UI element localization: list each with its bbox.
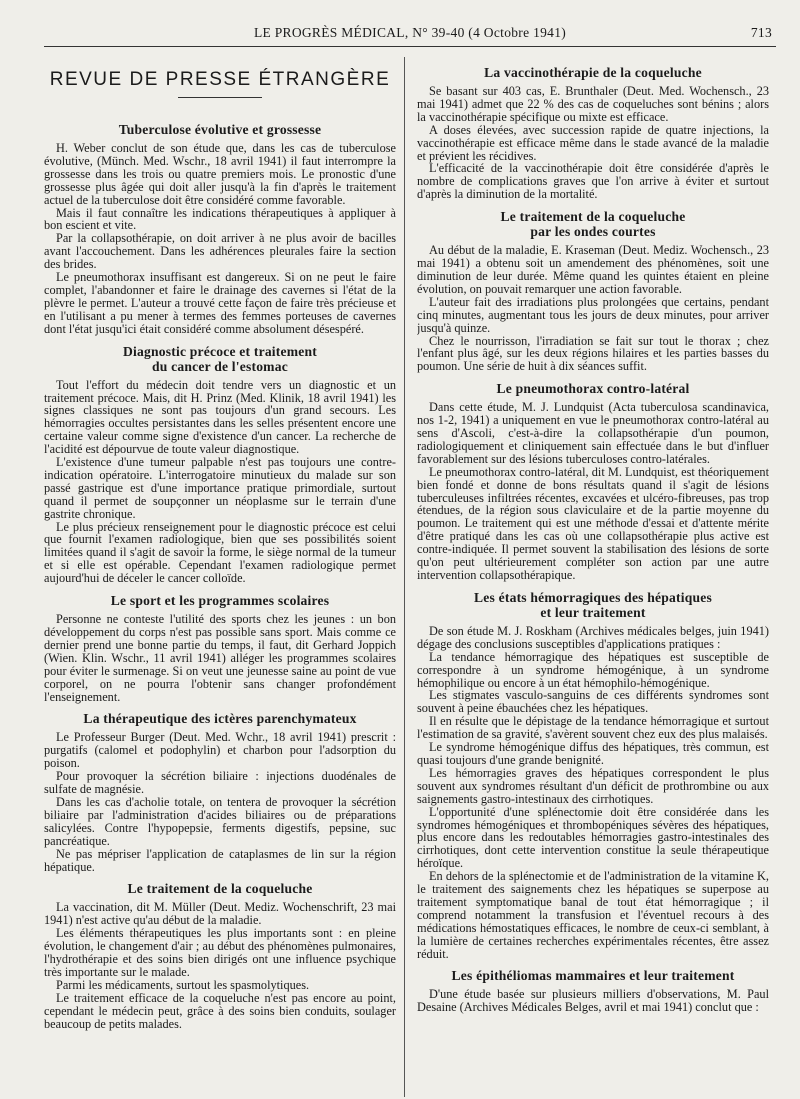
article-section [44, 593, 396, 703]
journal-title: LE PROGRÈS MÉDICAL, N° 39-40 (4 Octobre 1941) [253, 25, 567, 40]
article-heading [44, 881, 396, 896]
paragraph: Tout l'effort du médecin doit tendre vers un diagnostic et un traitement précoce. Mais, dit H. Prinz (Med. Klinik, 18 avril 1941) les signes classiques ne sont pas toujours d'un grand secours. Les hémorragies occultes persistantes dans les selles présentent encore une certaine valeur comme signe d'existence d'un cancer. La recherche de l'acidité est dépourvue de toute valeur diagnostique. [44, 377, 396, 457]
article-section [417, 209, 769, 373]
article-heading [44, 593, 396, 608]
paragraph: Personne ne conteste l'utilité des sports chez les jeunes : un bon développement du corps n'est pas possible sans sport. Mais comme ce dernier prend une bonne partie du temps, il faut, dit Gerhard Joppich (Wien. Klin. Wschr., 11 avril 1941) alléger les programmes scolaires pour éviter le surmenage. Si on veut une jeunesse saine au point de vue corporel, on ne pourra l'obtenir sans changer profondément l'enseignement. [44, 612, 396, 704]
paragraph: La tendance hémorragique des hépatiques est susceptible de correspondre à un syndrome hémogénique, à un syndrome hémophilique ou encore à un état hémophilo-hémogénique. [417, 649, 769, 690]
article-heading [44, 122, 396, 137]
paragraph: L'opportunité d'une splénectomie doit être considérée dans les syndromes hémogéniques et thrombopéniques sévères des hépatiques, plus encore dans les redoutables hémorragies gastro-intestinales des cirrhotiques, dont cette intervention constitue la seule thérapeutique héroïque. [417, 804, 769, 871]
article-section [417, 590, 769, 961]
paragraph: L'existence d'une tumeur palpable n'est pas toujours une contre-indication opératoire. L'interrogatoire minutieux du malade sur son passé gastrique est d'une importance pratique primordiale, surtout quand il permet de soupçonner un néoplasme sur le terrain d'une gastrite chronique. [44, 455, 396, 521]
paragraph: Le syndrome hémogénique diffus des hépatiques, très commun, est quasi toujours d'une grande benignité. [417, 740, 769, 767]
article-section [44, 711, 396, 873]
paragraph: Parmi les médicaments, surtout les spasmolytiques. [56, 977, 310, 992]
paragraph: Les hémorragies graves des hépatiques correspondent le plus souvent aux syndromes résultant d'un déficit de prothrombine ou aux saignements gastro-intestinaux des cirrhotiques. [417, 765, 769, 806]
article-heading [417, 65, 769, 80]
article-section [417, 65, 769, 201]
article-heading-line: Diagnostic précoce et traitement [123, 343, 317, 359]
article-heading [44, 344, 396, 374]
left-column [44, 57, 396, 1097]
article-heading [417, 590, 769, 620]
article-heading-line: Les épithéliomas mammaires et leur traitement [451, 968, 735, 984]
title-rule [178, 97, 262, 98]
article-section [44, 122, 396, 336]
article-heading-line: La thérapeutique des ictères parenchymateux [83, 711, 357, 727]
paragraph: Mais il faut connaître les indications thérapeutiques à appliquer à bon escient et vite. [44, 205, 396, 233]
paragraph: Le plus précieux renseignement pour le diagnostic précoce est celui que fournit l'examen radiologique, bien que ses possibilités soient limitées quand il s'agit de savoir la forme, le siège normal de la tumeur et si elle est opérable. Cependant l'examen radiologique permet aujourd'hui de déceler le cancer colloïde. [44, 519, 396, 586]
article-heading-line: Tuberculose évolutive et grossesse [118, 122, 322, 137]
article-heading-line: Le pneumothorax contro-latéral [496, 381, 690, 397]
paragraph: Le pneumothorax insuffisant est dangereux. Si on ne peut le faire complet, l'abandonner et faire le drainage des cavernes si l'état de la plèvre le permet. L'auteur a trouvé cette façon de faire très précieuse et en l'utilisant a pu mener à termes des femmes porteuses de cavernes dont l'état jusqu'ici était considéré comme absolument désespéré. [44, 270, 396, 336]
paragraph: Ne pas mépriser l'application de cataplasmes de lin sur la région hépatique. [44, 846, 396, 874]
paragraph: Chez le nourrisson, l'irradiation se fait sur tout le thorax ; chez l'enfant plus âgé, sur les deux régions hilaires et les parties basses du poumon. Une série de huit à dix séances suffit. [417, 333, 769, 374]
article-heading-line: La vaccinothérapie de la coqueluche [484, 65, 702, 80]
paragraph: Le Professeur Burger (Deut. Med. Wchr., 18 avril 1941) prescrit : purgatifs (calomel et podophylin) et charbon pour l'adsorption du poison. [44, 730, 396, 771]
paragraph: Les éléments thérapeutiques les plus importants sont : en pleine évolution, le changement d'air ; au début des phénomènes pulmonaires, l'hydrothérapie et des soins bien dirigés ont une influence psychique très importante sur le malade. [44, 926, 396, 979]
article-section [44, 881, 396, 1030]
article-heading [417, 968, 769, 983]
article-section [417, 381, 769, 582]
article-section [44, 344, 396, 586]
paragraph: En dehors de la splénectomie et de l'administration de la vitamine K, le traitement des saignements chez les hépatiques se superpose au traitement symptomatique banal de tout état hémorragique ; il comprend notamment la transfusion et l'éventuel recours à des médications hémostatiques efficaces, le nombre de ceux-ci semblant, à la lumière de certaines recherches expérimentales récentes, être assez réduit. [417, 869, 769, 961]
paragraph: L'auteur fait des irradiations plus prolongées que certains, pendant cinq minutes, augmentant tous les jours de deux minutes, pour arriver jusqu'à quinze. [417, 294, 769, 335]
article-heading [417, 381, 769, 396]
article-section [417, 968, 769, 1014]
paragraph: Dans cette étude, M. J. Lundquist (Acta tuberculosa scandinavica, nos 1-2, 1941) a uniquement en vue le pneumothorax contro-latéral au sens d'Ascoli, c'est-à-dire la collapsothérapie d'un poumon, radiologiquement et cliniquement sain effectuée dans le but d'influer favorablement sur des lésions tuberculoses contro-latérales. [417, 400, 769, 466]
paragraph: Le pneumothorax contro-latéral, dit M. Lundquist, est théoriquement bien fondé et donne de bons résultats quand il s'agit de lésions tuberculeuses infiltrées récentes, excavées et ulcéro-fibreuses, pas trop étendues, de la région sous claviculaire et de la partie moyenne du poumon. Le traitement qui est une méthode d'essai et d'attente mérite d'être pratiqué dans les cas où une collapsothérapie plus active est contre-indiquée. Il permet souvent la stabilisation des lésions de sorte qu'on peut ultérieurement compléter son action par une autre intervention collapsothérapique. [417, 464, 769, 582]
article-heading-line: et leur traitement [540, 604, 646, 620]
paragraph: D'une étude basée sur plusieurs milliers d'observations, M. Paul Desaine (Archives Médicales Belges, avril et mai 1941) conclut que : [417, 987, 769, 1015]
paragraph: Au début de la maladie, E. Kraseman (Deut. Mediz. Wochensch., 23 mai 1941) a obtenu soit un amendement des phénomènes, soit une diminution de leur durée. Même quand les quintes étaient en pleine évolution, on pouvait remarquer une action favorable. [417, 243, 769, 296]
right-column [417, 57, 769, 1097]
article-heading-line: Le traitement de la coqueluche [127, 881, 313, 897]
paragraph: Dans les cas d'acholie totale, on tentera de provoquer la sécrétion biliaire par l'administration d'acides biliaires ou de préparations salicylées. Contre l'hypopepsie, ferments digestifs, pepsine, suc pancréatique. [44, 794, 396, 848]
page-title: REVUE DE PRESSE ÉTRANGÈRE [49, 69, 391, 90]
paragraph: De son étude M. J. Roskham (Archives médicales belges, juin 1941) dégage des conclusions susceptibles d'applications pratiques : [417, 623, 769, 651]
paragraph: La vaccination, dit M. Müller (Deut. Mediz. Wochenschrift, 23 mai 1941) n'est active qu'au début de la maladie. [44, 900, 396, 928]
paragraph: Se basant sur 403 cas, E. Brunthaler (Deut. Med. Wochensch., 23 mai 1941) admet que 22 % des cas de coqueluches sont bénins ; alors la vaccinothérapie spécifique ou mixte est efficace. [417, 84, 769, 124]
paragraph: H. Weber conclut de son étude que, dans les cas de tuberculose évolutive, (Münch. Med. Wschr., 18 avril 1941) il faut interrompre la grossesse dans les trois ou quatre premiers mois. Le pronostic d'une grossesse plus âgée qui doit aller jusqu'à la fin d'après le traitement actuel de la tuberculose doit être considéré comme favorable. [44, 141, 396, 207]
paragraph: A doses élevées, avec succession rapide de quatre injections, la vaccinothérapie est efficace même dans le stade avancé de la maladie et prévient les récidives. [417, 122, 769, 163]
paragraph: L'efficacité de la vaccinothérapie doit être considérée d'après le nombre de complications graves que l'on arrive à éviter et surtout d'après la diminution de la mortalité. [417, 161, 769, 202]
article-heading-line: Le sport et les programmes scolaires [110, 593, 330, 609]
running-header [44, 20, 776, 47]
paragraph: Les stigmates vasculo-sanguins de ces différents syndromes sont souvent à peine ébauchées chez les hépatiques. [417, 688, 769, 716]
article-heading [417, 209, 769, 239]
paragraph: Pour provoquer la sécrétion biliaire : injections duodénales de sulfate de magnésie. [44, 769, 396, 797]
article-heading [44, 711, 396, 726]
paragraph: Il en résulte que le dépistage de la tendance hémorragique et surtout l'estimation de sa gravité, s'avèrent souvent chez eux des plus malaisés. [417, 714, 769, 742]
article-heading-line: Les états hémorragiques des hépatiques [474, 589, 712, 605]
paragraph: Le traitement efficace de la coqueluche n'est pas encore au point, cependant le médecin peut, grâce à des soins bien conduits, soulager beaucoup de petits malades. [44, 990, 396, 1031]
page-number: 713 [750, 25, 772, 40]
article-heading-line: par les ondes courtes [530, 224, 656, 240]
article-heading-line: Le traitement de la coqueluche [500, 209, 686, 225]
article-heading-line: du cancer de l'estomac [152, 358, 288, 374]
column-divider [404, 57, 409, 1097]
paragraph: Par la collapsothérapie, on doit arriver à ne plus avoir de bacilles avant l'accouchement. Dans les adhérences pleurales faire la section des brides. [44, 231, 396, 272]
